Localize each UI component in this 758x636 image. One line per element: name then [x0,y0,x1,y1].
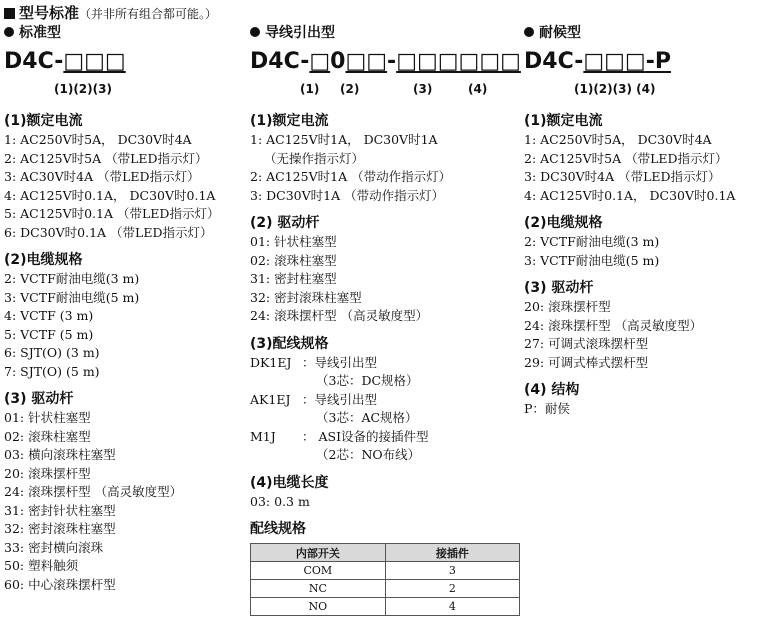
table-cell: COM [251,562,386,580]
weather-cable-title: (2)电缆规格 [524,215,603,231]
page-title: 型号标准 [19,4,80,22]
weather-actuator-list [524,298,756,372]
weather-type-column [524,24,756,419]
lead-wiring-spec-list [250,354,520,465]
weather-structure-list [524,400,756,419]
wiring-table [250,543,520,616]
list-item: 3: VCTF耐油电缆(5 m) [524,252,660,268]
list-item: 2: AC125V时5A （带LED指示灯） [524,150,728,166]
list-item-sub: （2芯：NO布线） [316,447,421,462]
list-item: 20: 滚珠摆杆型 [4,465,91,481]
list-item: 60: 中心滚珠摆杆型 [4,576,116,592]
table-cell: 4 [385,598,519,616]
list-item: 4: AC125V时0.1A， DC30V时0.1A [524,187,736,203]
list-item: 24: 滚珠摆杆型 （高灵敏度型） [250,308,429,323]
bullet-icon [250,27,260,37]
list-item: 03: 0.3 m [250,493,310,509]
weather-model-code: D4C-□□□-P [524,49,671,74]
list-item: 01: 针状柱塞型 [4,410,91,425]
list-item: 02: 滚珠柱塞型 [250,252,337,268]
list-item: 03: 横向滚珠柱塞型 [4,447,116,462]
lead-actuator-title: (2) 驱动杆 [250,215,320,231]
list-item: 7: SJT(O) (5 m) [4,363,100,379]
table-cell: 2 [385,580,519,598]
standard-cable-list [4,270,244,381]
header-note: （并非所有组合都可能。） [79,7,218,21]
list-item: 20: 滚珠摆杆型 [524,299,611,314]
list-item: 50: 塑料触须 [4,558,79,573]
weather-type-heading: 耐候型 [524,24,756,42]
list-item: 31: 密封柱塞型 [250,271,337,286]
list-item: 5: VCTF (5 m) [4,326,94,342]
list-item: 02: 滚珠柱塞型 [4,428,91,444]
table-cell: 3 [385,562,519,580]
lead-model-code: D4C-□0□□-□□□□□□ [250,49,521,74]
list-item: M1J ： ASI设备的接插件型 [250,428,429,444]
list-item: 24: 滚珠摆杆型 （高灵敏度型） [524,317,703,333]
weather-position-labels: (1)(2)(3) (4) [574,82,656,96]
lead-cable-length-title: (4)电缆长度 [250,474,329,491]
list-item: 1: AC250V时5A， DC30V时4A [4,132,192,147]
standard-rated-current-list [4,131,244,242]
list-item: 3: VCTF耐油电缆(5 m) [4,289,140,305]
table-cell: NC [251,580,386,598]
table-row [251,562,520,580]
standard-position-labels: (1)(2)(3) [54,82,112,96]
list-item: 32: 密封滚珠柱塞型 [250,289,362,305]
list-item: 6: SJT(O) (3 m) [4,345,100,360]
table-row [251,580,520,598]
list-item: 5: AC125V时0.1A （带LED指示灯） [4,206,220,221]
list-item: 1: AC125V时1A， DC30V时1A [250,132,438,147]
standard-cable-title: (2)电缆规格 [4,252,83,268]
list-item-sub: （3芯：AC规格） [316,410,418,425]
list-item: 27: 可调式滚珠摆杆型 [524,336,649,351]
square-bullet-icon [4,8,15,19]
lead-type-heading: 导线引出型 [250,24,520,42]
page-header [4,2,217,23]
wiring-table-title: 配线规格 [250,521,306,537]
list-item: 33: 密封横向滚珠 [4,539,104,555]
list-item: 3: DC30V时4A （带LED指示灯） [524,169,721,184]
weather-rated-current-title: (1)额定电流 [524,113,603,129]
standard-model-code: D4C-□□□ [4,49,126,74]
weather-rated-current-list [524,131,756,205]
list-item: 24: 滚珠摆杆型 （高灵敏度型） [4,484,183,499]
lead-position-labels: (1) (2) (3) (4) [300,82,488,96]
lead-actuator-list [250,233,520,326]
list-item: 4: AC125V时0.1A， DC30V时0.1A [4,187,216,203]
weather-actuator-title: (3) 驱动杆 [524,280,594,296]
list-item-sub: （3芯：DC规格） [316,373,419,388]
list-item: 4: VCTF (3 m) [4,308,94,323]
table-header: 接插件 [385,544,519,562]
standard-actuator-list [4,409,244,594]
standard-type-heading: 标准型 [4,24,244,42]
list-item: 3: DC30V时1A （带动作指示灯） [250,187,445,203]
table-row [251,598,520,616]
bullet-icon [4,27,14,37]
list-item: 6: DC30V时0.1A （带LED指示灯） [4,224,213,240]
list-item: 2: AC125V时5A （带LED指示灯） [4,150,208,166]
table-header: 内部开关 [251,544,386,562]
list-item: 32: 密封滚珠柱塞型 [4,521,116,536]
weather-structure-title: (4) 结构 [524,382,580,398]
standard-type-column [4,24,244,594]
lead-type-column [250,24,520,616]
list-item: AK1EJ ：导线引出型 [250,391,378,407]
list-item: 31: 密封针状柱塞型 [4,502,116,518]
list-item: 1: AC250V时5A， DC30V时4A [524,132,712,147]
table-cell: NO [251,598,386,616]
standard-actuator-title: (3) 驱动杆 [4,391,74,407]
list-item: P：耐侯 [524,401,570,416]
list-item: 3: AC30V时4A （带LED指示灯） [4,169,200,184]
list-item: 2: VCTF耐油电缆(3 m) [524,234,660,249]
list-item: 2: AC125V时1A （带动作指示灯） [250,169,452,184]
list-item: （无操作指示灯） [264,150,365,166]
lead-wiring-spec-title: (3)配线规格 [250,335,329,352]
list-item: 01: 针状柱塞型 [250,234,337,249]
weather-cable-list [524,233,756,270]
list-item: DK1EJ ：导线引出型 [250,354,378,370]
list-item: 29: 可调式棒式摆杆型 [524,354,649,370]
lead-rated-current-title: (1)额定电流 [250,113,329,129]
bullet-icon [524,27,534,37]
standard-rated-current-title: (1)额定电流 [4,113,83,129]
list-item: 2: VCTF耐油电缆(3 m) [4,271,140,286]
